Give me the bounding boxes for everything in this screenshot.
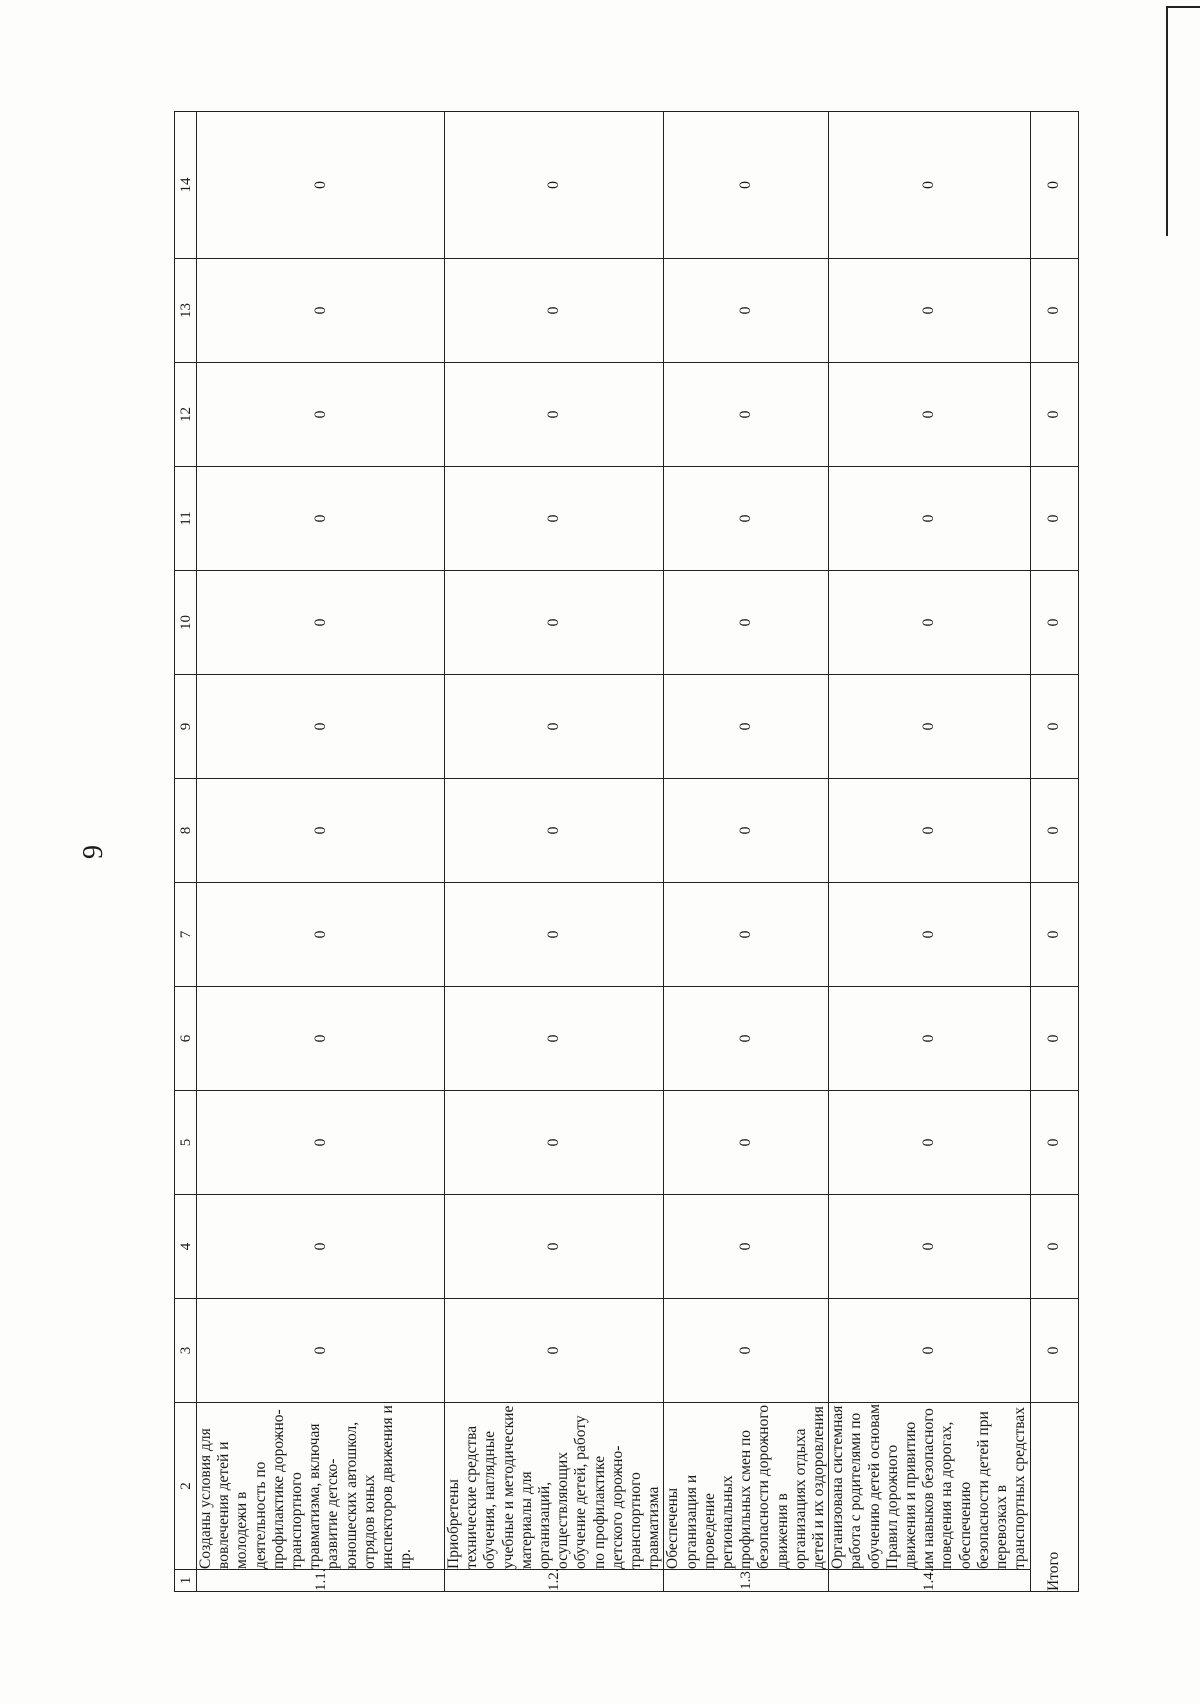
value-cell: 0: [829, 467, 1030, 571]
column-header: 2: [175, 1403, 197, 1570]
corner-crop-mark: [1166, 6, 1200, 236]
value-cell: 0: [664, 987, 829, 1091]
column-header: 11: [175, 467, 197, 571]
row-number: 1.4.: [829, 1570, 1030, 1592]
value-cell: 0: [664, 571, 829, 675]
value-cell: 0: [664, 1091, 829, 1195]
row-number: 1.2.: [445, 1570, 664, 1592]
total-value-cell: 0: [1030, 1091, 1078, 1195]
total-label: Итого: [1030, 1403, 1078, 1592]
value-cell: 0: [664, 883, 829, 987]
total-value-cell: 0: [1030, 112, 1078, 259]
value-cell: 0: [445, 883, 664, 987]
column-header: 13: [175, 259, 197, 363]
header-row: [175, 112, 197, 1592]
total-value-cell: 0: [1030, 259, 1078, 363]
rotated-table-container: [174, 112, 1062, 1592]
row-description: Организована системная работа с родителями по обучению детей основам Правил дорожного движения и привитию им навыков безопасного поведения на дорогах, обеспечению безопасности детей при перевозках в транспортных средствах: [829, 1404, 1029, 1569]
total-value-cell: 0: [1030, 467, 1078, 571]
row-number: 1.3: [664, 1570, 829, 1592]
column-header: 7: [175, 883, 197, 987]
value-cell: 0: [445, 987, 664, 1091]
column-header: 12: [175, 363, 197, 467]
column-header: 9: [175, 675, 197, 779]
row-description: Приобретены технические средства обучения, наглядные учебные и методические материалы для организаций, осуществляющих обучение детей, работу по профилактике детского дорожно-транспортного травматизма: [445, 1403, 664, 1570]
column-header: 3: [175, 1299, 197, 1403]
value-cell: 0: [197, 1195, 445, 1299]
column-header: 6: [175, 987, 197, 1091]
value-cell: 0: [445, 779, 664, 883]
column-header: 4: [175, 1195, 197, 1299]
total-value-cell: 0: [1030, 1195, 1078, 1299]
value-cell: 0: [664, 1195, 829, 1299]
total-value-cell: 0: [1030, 363, 1078, 467]
value-cell: 0: [197, 571, 445, 675]
value-cell: 0: [197, 1299, 445, 1403]
value-cell: 0: [197, 987, 445, 1091]
table-row: [664, 112, 829, 1592]
value-cell: 0: [829, 779, 1030, 883]
value-cell: 0: [197, 259, 445, 363]
value-cell: 0: [829, 259, 1030, 363]
budget-table: [174, 111, 1079, 1592]
value-cell: 0: [664, 259, 829, 363]
total-value-cell: 0: [1030, 675, 1078, 779]
total-row: [1030, 112, 1078, 1592]
value-cell: 0: [664, 112, 829, 259]
total-value-cell: 0: [1030, 1299, 1078, 1403]
value-cell: 0: [829, 883, 1030, 987]
value-cell: 0: [664, 1299, 829, 1403]
row-number: 1.1.: [197, 1570, 445, 1592]
total-value-cell: 0: [1030, 987, 1078, 1091]
value-cell: 0: [445, 1195, 664, 1299]
value-cell: 0: [197, 883, 445, 987]
value-cell: 0: [445, 467, 664, 571]
table-row: [445, 112, 664, 1592]
value-cell: 0: [829, 1195, 1030, 1299]
value-cell: 0: [829, 987, 1030, 1091]
column-header: 5: [175, 1091, 197, 1195]
value-cell: 0: [664, 363, 829, 467]
value-cell: 0: [829, 363, 1030, 467]
table-row: [829, 112, 1030, 1592]
column-header: 8: [175, 779, 197, 883]
page-number: 9: [78, 845, 109, 859]
value-cell: 0: [445, 675, 664, 779]
value-cell: 0: [829, 571, 1030, 675]
column-header: 14: [175, 112, 197, 259]
column-header: 1: [175, 1570, 197, 1592]
value-cell: 0: [664, 467, 829, 571]
table-row: [197, 112, 445, 1592]
value-cell: 0: [445, 1299, 664, 1403]
value-cell: 0: [197, 112, 445, 259]
value-cell: 0: [664, 779, 829, 883]
value-cell: 0: [664, 675, 829, 779]
value-cell: 0: [197, 779, 445, 883]
value-cell: 0: [445, 363, 664, 467]
value-cell: 0: [197, 1091, 445, 1195]
row-description: Созданы условия для вовлечения детей и молодежи в деятельность по профилактике дорожно-транспортного травматизма, включая развитие детско-юношеских автошкол, отрядов юных инспекторов движения и пр.: [197, 1403, 445, 1570]
value-cell: 0: [445, 259, 664, 363]
value-cell: 0: [445, 571, 664, 675]
value-cell: 0: [445, 112, 664, 259]
total-value-cell: 0: [1030, 883, 1078, 987]
value-cell: 0: [829, 675, 1030, 779]
value-cell: 0: [829, 112, 1030, 259]
value-cell: 0: [829, 1299, 1030, 1403]
value-cell: 0: [197, 467, 445, 571]
value-cell: 0: [445, 1091, 664, 1195]
total-value-cell: 0: [1030, 571, 1078, 675]
row-description: Обеспечены организация и проведение региональных профильных смен по безопасности дорожного движения в организациях отдыха детей и их оздоровления: [664, 1403, 829, 1570]
value-cell: 0: [197, 675, 445, 779]
total-value-cell: 0: [1030, 779, 1078, 883]
value-cell: 0: [829, 1091, 1030, 1195]
column-header: 10: [175, 571, 197, 675]
value-cell: 0: [197, 363, 445, 467]
